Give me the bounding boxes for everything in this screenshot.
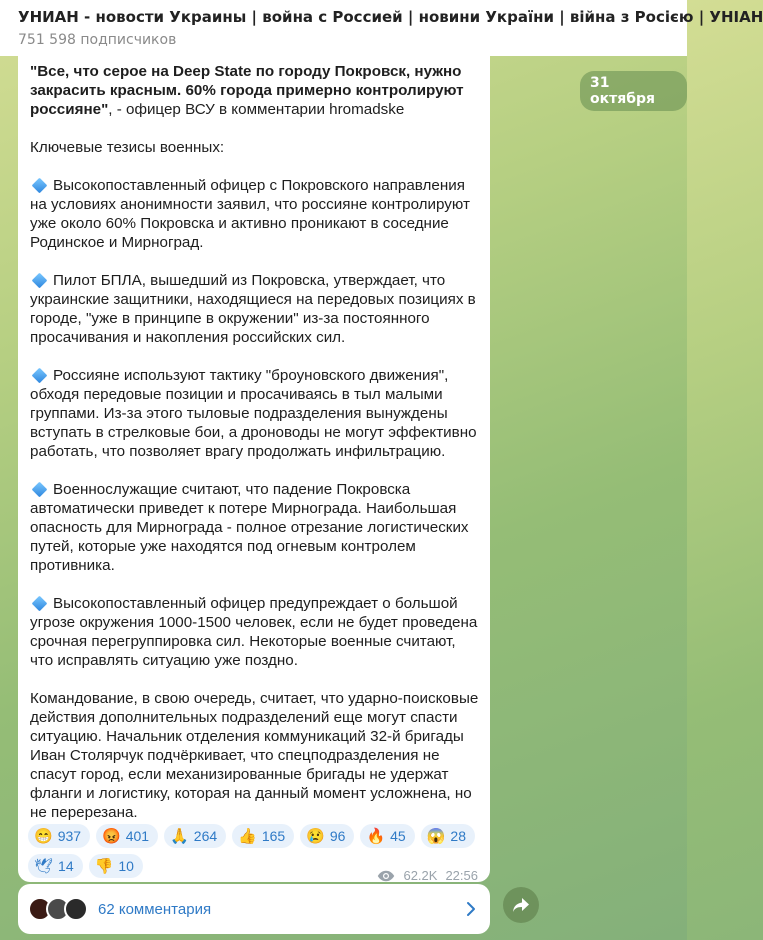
fire-emoji-icon: 🔥 <box>366 827 386 845</box>
commenter-avatars <box>28 896 98 922</box>
reaction-scream[interactable] <box>421 824 475 848</box>
message-intro: Ключевые тезисы военных: <box>30 139 225 156</box>
avatar <box>64 897 88 921</box>
reaction-count: 10 <box>118 858 134 874</box>
dove-emoji-icon: 🕊 <box>34 857 54 875</box>
blue-diamond-icon <box>32 368 48 384</box>
message-quote <box>30 62 480 119</box>
reaction-fire[interactable] <box>360 824 414 848</box>
scream-emoji-icon: 😱 <box>426 827 446 845</box>
subscriber-count: 751 598 подписчиков <box>18 32 177 48</box>
thumbs-up-emoji-icon: 👍 <box>238 827 257 845</box>
quote-bold: "Все, что серое на Deep State по городу Покровск, нужно закрасить красным. 60% города примерно контролируют россияне" <box>30 63 464 118</box>
reaction-dove[interactable] <box>28 854 83 878</box>
list-item: Пилот БПЛА, вышедший из Покровска, утверждает, что украинские защитники, находящиеся на передовых позициях в городе, "уже в принципе в окружении" из-за постоянного просачивания и накопления российских сил. <box>30 272 476 346</box>
share-button[interactable] <box>503 887 539 923</box>
list-item: Высокопоставленный офицер предупреждает о большой угрозе окружения 1000-1500 человек, если не будет проведена срочная перегруппировка сил. Некоторые военные считают, что исправлять ситуацию уже поздно. <box>30 595 478 669</box>
reaction-cry[interactable] <box>300 824 354 848</box>
list-item: Военнослужащие считают, что падение Покровска автоматически приведет к потере Мирнограда. Наибольшая опасность для Мирнограда - полное отрезание логистических путей, которые уже находятся под огневым контролем противника. <box>30 481 469 574</box>
list-item: Россияне используют тактику "броуновского движения", обходя передовые позиции и просачиваясь в тыл малыми группами. Из-за этого тыловые подразделения вынуждены вступать в стрелковые бои, а дроноводы не могут эффективно работать, что позволяет врагу продолжать инфильтрацию. <box>30 367 477 460</box>
angry-emoji-icon: 😡 <box>102 827 121 845</box>
reaction-count: 96 <box>329 828 346 844</box>
channel-header[interactable] <box>0 0 763 56</box>
message-meta <box>377 868 478 883</box>
reaction-row <box>28 824 484 848</box>
date-separator: 31 октября <box>580 71 687 111</box>
reaction-count: 937 <box>57 828 82 844</box>
chevron-right-icon <box>464 902 478 916</box>
reaction-thumbs-up[interactable] <box>232 824 294 848</box>
reaction-pray[interactable] <box>164 824 226 848</box>
message-bubble <box>18 56 490 882</box>
channel-title: УНИАН - новости Украины | война с Россией | новини України | війна з Росією | УНІАН <box>18 8 763 26</box>
reaction-count: 45 <box>390 828 406 844</box>
reaction-count: 401 <box>125 828 150 844</box>
comments-button[interactable] <box>18 884 490 934</box>
message-closing: Командование, в свою очередь, считает, что ударно-поисковые действия дополнительных подразделений еще могут спасти ситуацию. Начальник отделения коммуникаций 32-й бригады Иван Столярчук подчёркивает, что спецподразделения не спасут город, если механизированные бригады не удержат фланги и логистику, которая на данный момент усложнена, но не перерезана. <box>30 690 479 821</box>
pray-emoji-icon: 🙏 <box>170 827 189 845</box>
blue-diamond-icon <box>32 596 48 612</box>
reaction-count: 28 <box>450 828 466 844</box>
blue-diamond-icon <box>32 482 48 498</box>
reaction-count: 264 <box>193 828 218 844</box>
message-time: 22:56 <box>445 868 478 883</box>
cry-emoji-icon: 😢 <box>306 827 325 845</box>
channel-title-row <box>18 8 763 26</box>
comments-label: 62 комментария <box>98 900 212 918</box>
reaction-angry[interactable] <box>96 824 158 848</box>
reaction-grin[interactable] <box>28 824 90 848</box>
blue-diamond-icon <box>32 273 48 289</box>
reaction-thumbs-down[interactable] <box>89 854 143 878</box>
list-item: Высокопоставленный офицер с Покровского направления на условиях анонимности заявил, что россияне контролируют уже около 60% Покровска и активно проникают в соседние Родинское и Мирноград. <box>30 177 470 251</box>
view-count: 62.2K <box>403 868 438 883</box>
blue-diamond-icon <box>32 178 48 194</box>
quote-attribution: , - офицер ВСУ в комментарии hromadske <box>108 101 405 118</box>
reaction-count: 14 <box>58 858 74 874</box>
grin-emoji-icon: 😁 <box>34 827 53 845</box>
reaction-count: 165 <box>261 828 286 844</box>
eye-icon <box>377 870 395 882</box>
message-text <box>30 62 480 822</box>
share-arrow-icon <box>512 897 530 913</box>
thumbs-down-emoji-icon: 👎 <box>94 857 114 875</box>
